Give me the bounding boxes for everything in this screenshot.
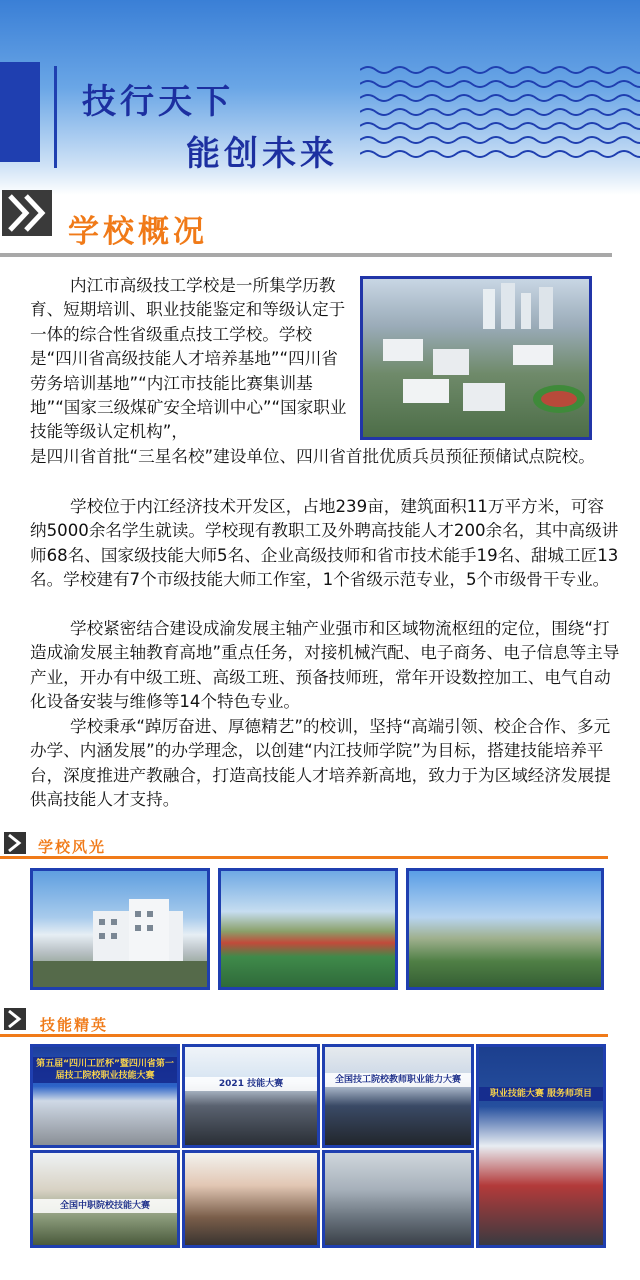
header-banner	[0, 0, 640, 195]
header-accent-line	[54, 66, 57, 168]
elite-photo-team	[182, 1044, 320, 1148]
photo-caption: 第五届“四川工匠杯”暨四川省第一届技工院校职业技能大赛	[33, 1057, 177, 1083]
slogan-line-1: 技行天下	[82, 82, 234, 122]
chevron-right-icon	[4, 832, 26, 854]
overview-paragraph-1-cont: 是四川省首批“三星名校”建设单位、四川省首批优质兵员预征预储试点院校。	[30, 447, 595, 466]
elite-photo-group-award	[30, 1044, 180, 1148]
photo-caption: 职业技能大赛 服务师项目	[479, 1087, 603, 1101]
elite-photo-workshop	[182, 1150, 320, 1248]
scenery-photo-sports-field	[218, 868, 398, 990]
elite-photo-service-contest	[476, 1044, 606, 1248]
overview-divider	[0, 253, 612, 257]
overview-paragraph-4: 学校秉承“踔厉奋进、厚德精艺”的校训，坚持“高端引领、校企合作、多元办学、内涵发展”的办学理念，以创建“内江技师学院”为目标，搭建技能培养平台，深度推进产教融合，打造高技能人才培养新高地，致力于为区域经济发展提供高技能人才支持。	[30, 717, 611, 810]
elite-divider	[0, 1034, 608, 1037]
scenery-photo-park	[406, 868, 604, 990]
slogan-line-2: 能创未来	[186, 134, 338, 174]
campus-aerial-photo	[360, 276, 592, 440]
chevron-right-icon	[4, 1008, 26, 1030]
overview-paragraph-3: 学校紧密结合建设成渝发展主轴产业强市和区域物流枢纽的定位，围绕“打造成渝发展主轴教育高地”重点任务，对接机械汽配、电子商务、电子信息等主导产业，开办有中级工班、高级工班、预备技师班，常年开设数控加工、电气自动化设备安装与维修等14个特色专业。	[30, 619, 620, 712]
elite-photo-competition	[322, 1044, 474, 1148]
photo-caption: 全国技工院校教师职业能力大赛	[325, 1073, 471, 1087]
overview-title: 学校概况	[68, 214, 208, 250]
photo-caption: 全国中职院校技能大赛	[33, 1199, 177, 1213]
elite-photo-equipment	[322, 1150, 474, 1248]
double-chevron-icon	[2, 190, 52, 236]
header-accent-block	[0, 62, 40, 162]
elite-photo-arch	[30, 1150, 180, 1248]
photo-caption: 2021 技能大赛	[185, 1077, 317, 1091]
overview-paragraph-1: 内江市高级技工学校是一所集学历教育、短期培训、职业技能鉴定和等级认定于一体的综合性省级重点技工学校。学校是“四川省高级技能人才培养基地”“四川省劳务培训基地”“内江市技能比赛集训基地”“国家三级煤矿安全培训中心”“国家职业技能等级认定机构”，	[30, 276, 347, 442]
elite-title: 技能精英	[40, 1016, 109, 1034]
scenery-photo-building	[30, 868, 210, 990]
wave-lines-decoration	[360, 62, 640, 172]
scenery-divider	[0, 856, 608, 859]
scenery-title: 学校风光	[38, 838, 107, 856]
overview-paragraph-2: 学校位于内江经济技术开发区，占地239亩，建筑面积11万平方米，可容纳5000余名学生就读。学校现有教职工及外聘高技能人才200余名，其中高级讲师68名、国家级技能大师5名、企业高级技师和省市技术能手19名、甜城工匠13名。学校建有7个市级技能大师工作室，1个省级示范专业，5个市级骨干专业。	[30, 497, 619, 590]
